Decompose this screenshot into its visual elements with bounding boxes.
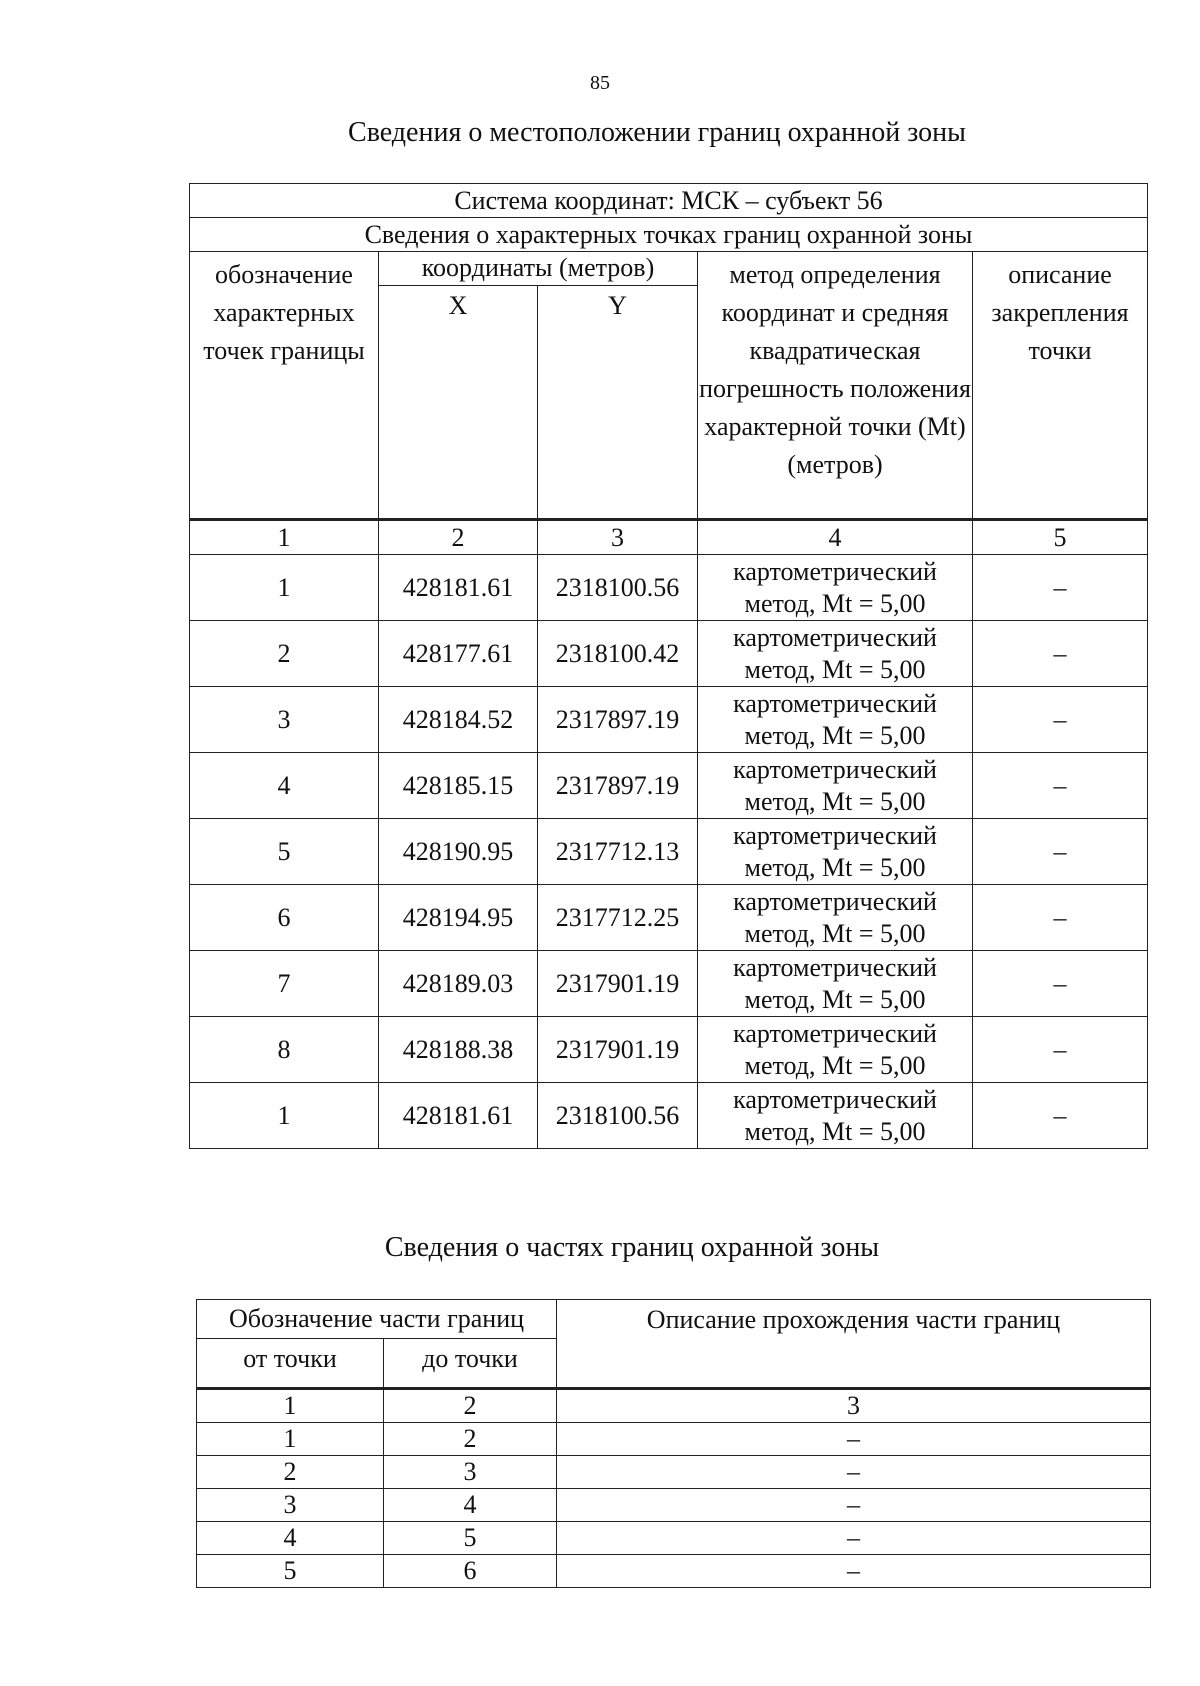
table-row	[190, 819, 1148, 885]
point-id: 8	[190, 1017, 379, 1083]
from-point: 4	[197, 1522, 384, 1555]
header-y: Y	[538, 286, 698, 520]
table-row	[190, 1017, 1148, 1083]
to-point: 4	[384, 1489, 557, 1522]
to-point: 5	[384, 1522, 557, 1555]
method-cell	[698, 951, 973, 1017]
method-line-1: картометрический	[733, 820, 937, 850]
coord-y: 2318100.42	[538, 621, 698, 687]
to-point: 6	[384, 1555, 557, 1588]
point-id: 3	[190, 687, 379, 753]
point-id: 2	[190, 621, 379, 687]
fixing-description: –	[973, 1017, 1148, 1083]
header-method: метод определения координат и средняя квадратическая погрешность положения характерной точки (Mt) (метров)	[698, 252, 973, 520]
point-id: 5	[190, 819, 379, 885]
coord-x: 428190.95	[379, 819, 538, 885]
method-line-2: метод, Mt = 5,00	[744, 1050, 926, 1080]
coord-y: 2318100.56	[538, 555, 698, 621]
column-numbers-row	[190, 520, 1148, 555]
table-row	[190, 885, 1148, 951]
method-line-2: метод, Mt = 5,00	[744, 654, 926, 684]
method-line-1: картометрический	[733, 688, 937, 718]
point-id: 7	[190, 951, 379, 1017]
table-row	[190, 951, 1148, 1017]
header-part-description: Описание прохождения части границ	[557, 1300, 1151, 1389]
table-row	[190, 687, 1148, 753]
method-cell	[698, 753, 973, 819]
column-number: 1	[190, 520, 379, 555]
method-line-1: картометрический	[733, 754, 937, 784]
column-number: 2	[384, 1389, 557, 1423]
part-description: –	[557, 1522, 1151, 1555]
from-point: 1	[197, 1423, 384, 1456]
fixing-description: –	[973, 1083, 1148, 1149]
header-to-point: до точки	[384, 1339, 557, 1389]
method-cell	[698, 885, 973, 951]
point-id: 1	[190, 555, 379, 621]
method-line-1: картометрический	[733, 1018, 937, 1048]
method-cell	[698, 819, 973, 885]
fixing-description: –	[973, 951, 1148, 1017]
fixing-description: –	[973, 885, 1148, 951]
coord-y: 2317897.19	[538, 687, 698, 753]
part-description: –	[557, 1489, 1151, 1522]
column-numbers-row	[197, 1389, 1151, 1423]
coord-x: 428177.61	[379, 621, 538, 687]
table-row	[190, 555, 1148, 621]
header-coordinates: координаты (метров)	[379, 252, 698, 286]
coord-y: 2317901.19	[538, 951, 698, 1017]
part-description: –	[557, 1555, 1151, 1588]
method-cell	[698, 1083, 973, 1149]
point-id: 4	[190, 753, 379, 819]
table-row	[197, 1489, 1151, 1522]
fixing-description: –	[973, 819, 1148, 885]
method-line-2: метод, Mt = 5,00	[744, 852, 926, 882]
coord-x: 428188.38	[379, 1017, 538, 1083]
coord-x: 428194.95	[379, 885, 538, 951]
method-cell	[698, 621, 973, 687]
from-point: 2	[197, 1456, 384, 1489]
method-line-1: картометрический	[733, 556, 937, 586]
column-number: 3	[538, 520, 698, 555]
method-line-2: метод, Mt = 5,00	[744, 588, 926, 618]
table-row	[197, 1456, 1151, 1489]
fixing-description: –	[973, 753, 1148, 819]
method-cell	[698, 687, 973, 753]
column-number: 3	[557, 1389, 1151, 1423]
part-description: –	[557, 1456, 1151, 1489]
header-part-designation: Обозначение части границ	[197, 1300, 557, 1339]
coord-x: 428189.03	[379, 951, 538, 1017]
coord-x: 428181.61	[379, 1083, 538, 1149]
coord-x: 428184.52	[379, 687, 538, 753]
point-id: 1	[190, 1083, 379, 1149]
coord-y: 2317897.19	[538, 753, 698, 819]
column-number: 1	[197, 1389, 384, 1423]
fixing-description: –	[973, 555, 1148, 621]
method-line-2: метод, Mt = 5,00	[744, 918, 926, 948]
section-title-parts: Сведения о частях границ охранной зоны	[384, 1232, 880, 1263]
fixing-description: –	[973, 687, 1148, 753]
part-description: –	[557, 1423, 1151, 1456]
method-line-2: метод, Mt = 5,00	[744, 984, 926, 1014]
column-number: 5	[973, 520, 1148, 555]
table-row	[197, 1423, 1151, 1456]
header-fixing-description: описание закрепления точки	[973, 252, 1148, 520]
to-point: 3	[384, 1456, 557, 1489]
to-point: 2	[384, 1423, 557, 1456]
method-line-2: метод, Mt = 5,00	[744, 1116, 926, 1146]
coord-x: 428181.61	[379, 555, 538, 621]
method-cell	[698, 1017, 973, 1083]
method-line-1: картометрический	[733, 1084, 937, 1114]
table-row	[190, 753, 1148, 819]
fixing-description: –	[973, 621, 1148, 687]
header-from-point: от точки	[197, 1339, 384, 1389]
boundary-parts-table	[196, 1299, 1151, 1588]
coordinate-system-caption: Система координат: МСК – субъект 56	[190, 184, 1148, 218]
method-line-2: метод, Mt = 5,00	[744, 786, 926, 816]
coord-x: 428185.15	[379, 753, 538, 819]
method-line-1: картометрический	[733, 952, 937, 982]
table-row	[190, 1083, 1148, 1149]
method-line-1: картометрический	[733, 886, 937, 916]
page-number: 85	[590, 72, 610, 94]
header-x: X	[379, 286, 538, 520]
method-line-1: картометрический	[733, 622, 937, 652]
method-cell	[698, 555, 973, 621]
column-number: 4	[698, 520, 973, 555]
from-point: 5	[197, 1555, 384, 1588]
method-line-2: метод, Mt = 5,00	[744, 720, 926, 750]
from-point: 3	[197, 1489, 384, 1522]
table-row	[197, 1555, 1151, 1588]
header-point-designation: обозначение характерных точек границы	[190, 252, 379, 520]
coord-y: 2318100.56	[538, 1083, 698, 1149]
table-row	[197, 1522, 1151, 1555]
column-number: 2	[379, 520, 538, 555]
characteristic-points-table	[189, 183, 1148, 1149]
coord-y: 2317901.19	[538, 1017, 698, 1083]
point-id: 6	[190, 885, 379, 951]
points-caption: Сведения о характерных точках границ охранной зоны	[190, 218, 1148, 252]
coord-y: 2317712.13	[538, 819, 698, 885]
section-title-boundaries: Сведения о местоположении границ охранной зоны	[348, 117, 966, 148]
table-row	[190, 621, 1148, 687]
coord-y: 2317712.25	[538, 885, 698, 951]
